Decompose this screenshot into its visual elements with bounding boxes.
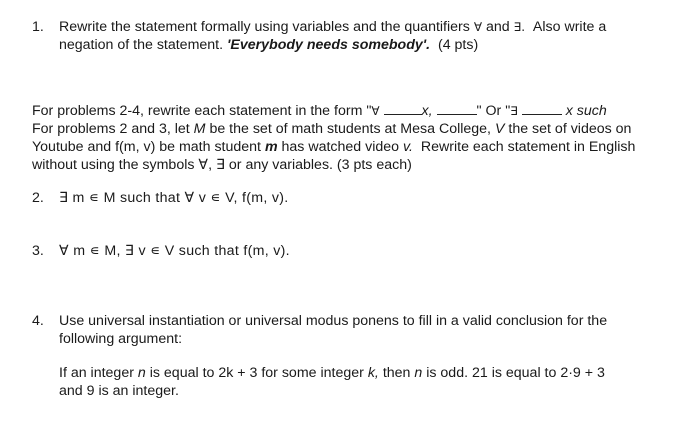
instr-line2-a: For problems 2 and 3, let [32,121,190,137]
var-v: v. [403,139,413,155]
q1-line1-tail: Also write a [532,19,607,35]
q1-line1-text: Rewrite the statement formally using variables and the quantifiers [59,19,470,35]
fill-blank [384,101,422,115]
fill-blank [522,101,562,115]
question-number: 1. [32,19,44,35]
question-4-text [59,312,662,400]
var-n: n [414,365,423,381]
arg-line2: and 9 is an integer. [59,383,179,399]
q1-and: and [485,19,510,35]
forall-symbol: ∀ [473,20,483,34]
instr-line3-b: has watched video [281,139,400,155]
q4-line1: Use universal instantiation or universal modus ponens to fill in a valid conclusion for the [59,313,608,329]
q4-line2: following argument: [59,331,183,347]
exists-symbol: ∃ [510,104,518,118]
exists-symbol: ∃. [513,20,526,34]
instr-line2-c: the set of videos on [508,121,632,137]
arg-b: is equal to 2k + 3 for some integer [149,365,364,381]
arg-c: then [382,365,411,381]
set-V: V [494,121,505,137]
question-number: 4. [32,313,44,329]
question-number: 3. [32,243,44,259]
question-2-text: ∃ m ∊ M such that ∀ v ∊ V, f(m, v). [59,190,289,206]
fill-blank [437,101,477,115]
set-M: M [193,121,206,137]
arg-a: If an integer [59,365,134,381]
instr-or: " Or " [476,103,511,119]
var-k: k, [367,365,379,381]
question-number: 2. [32,190,44,206]
instr-x: x, [421,103,433,119]
question-1-text [59,18,662,54]
instructions-paragraph [32,101,672,174]
forall-symbol: ∀ [371,104,380,118]
instr-line3-a: Youtube and f(m, v) be math student [32,139,261,155]
q1-line2-text: negation of the statement. [59,37,224,53]
instr-line1-text: For problems 2-4, rewrite each statement in the form " [32,103,372,119]
instr-x-such: x such [565,103,607,119]
var-m: m [264,139,278,155]
q1-quote: 'Everybody needs somebody'. [227,37,431,53]
instr-line3-c: Rewrite each statement in English [420,139,636,155]
instr-line4: without using the symbols ∀, ∃ or any variables. (3 pts each) [32,157,412,173]
question-3-text: ∀ m ∊ M, ∃ v ∊ V such that f(m, v). [59,243,290,259]
var-n: n [137,365,146,381]
q1-points: (4 pts) [437,37,479,53]
arg-d: is odd. 21 is equal to 2·9 + 3 [426,365,605,381]
instr-line2-b: be the set of math students at Mesa College, [209,121,492,137]
